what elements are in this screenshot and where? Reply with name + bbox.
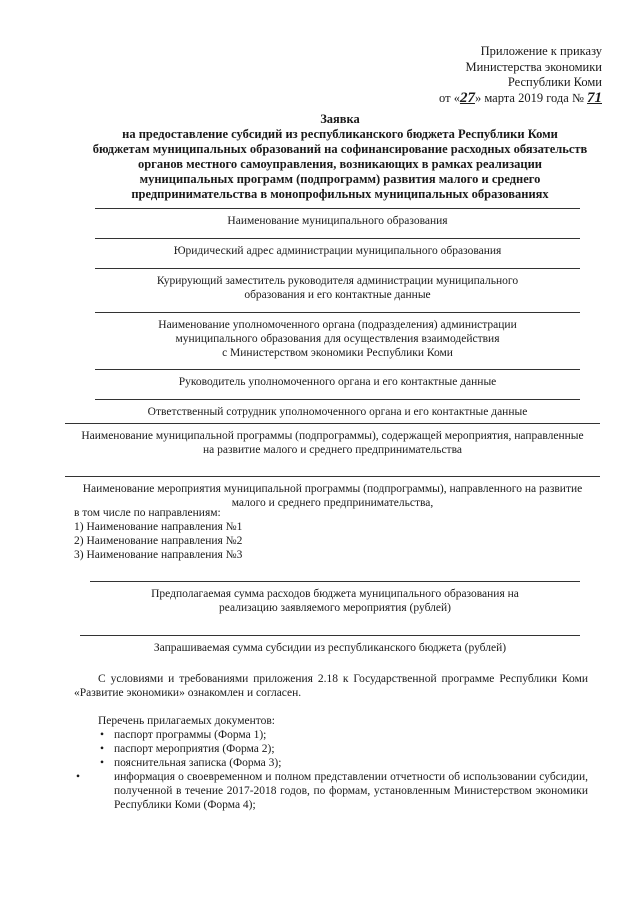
approval-line-3: Республики Коми [507, 75, 602, 89]
fill-line [95, 399, 580, 400]
direction-item: 1) Наименование направления №1 [74, 521, 243, 533]
title-line-4: муниципальных программ (подпрограмм) развития малого и среднего [139, 172, 541, 186]
documents-heading: Перечень прилагаемых документов: [98, 715, 276, 727]
field-label-line-3: с Министерством экономики Республики Коми [222, 347, 453, 359]
field-label-line-2: образования и его контактные данные [244, 289, 431, 301]
field-label-line-2: малого и среднего предпринимательства, [231, 497, 434, 509]
field-label: Запрашиваемая сумма субсидии из республиканского бюджета (рублей) [153, 642, 507, 654]
direction-item: 2) Наименование направления №2 [74, 535, 243, 547]
field-label: Ответственный сотрудник уполномоченного органа и его контактные данные [147, 406, 528, 418]
fill-line [80, 635, 580, 636]
document-item: • паспорт мероприятия (Форма 2); [98, 742, 588, 756]
field-program-name [65, 423, 600, 457]
field-requested-sum [80, 635, 580, 655]
field-label-line-1: Наименование мероприятия муниципальной программы (подпрограммы), направленного на развитие [82, 483, 583, 495]
field-label-line-1: Наименование уполномоченного органа (подразделения) администрации [158, 319, 517, 331]
field-responsible-employee [95, 399, 580, 419]
document-item: • паспорт программы (Форма 1); [98, 728, 588, 742]
approval-line-1: Приложение к приказу [480, 44, 602, 58]
field-activity-name [65, 476, 600, 510]
field-label-line-2: на развитие малого и среднего предпринимательства [203, 444, 462, 456]
approval-line-2: Министерства экономики [465, 59, 602, 74]
documents-list [98, 728, 588, 770]
title-heading: Заявка [320, 112, 360, 126]
fill-line [90, 581, 580, 582]
title-line-3: органов местного самоуправления, возникающих в рамках реализации [137, 157, 542, 171]
field-label-line-2: муниципального образования для осуществления взаимодействия [175, 333, 500, 345]
fill-line [95, 238, 580, 239]
field-legal-address [95, 238, 580, 258]
field-label-line-1: Предполагаемая сумма расходов бюджета муниципального образования на [151, 588, 519, 600]
field-authorized-body [95, 312, 580, 360]
fill-line [95, 208, 580, 209]
including-label: в том числе по направлениям: [74, 507, 221, 519]
document-title [80, 112, 600, 202]
approval-date-line [439, 91, 602, 107]
field-head-of-body [95, 369, 580, 389]
handwritten-day: 27 [459, 89, 475, 106]
fill-line [95, 268, 580, 269]
document-item: • пояснительная записка (Форма 3); [98, 756, 588, 770]
title-line-1: на предоставление субсидий из республиканского бюджета Республики Коми [122, 127, 558, 141]
directions-block [74, 506, 474, 562]
field-municipality [95, 208, 580, 228]
field-label: Наименование муниципального образования [227, 215, 448, 227]
fill-line [95, 369, 580, 370]
field-expected-sum [90, 581, 580, 615]
field-label-line-1: Наименование муниципальной программы (подпрограммы), содержащей мероприятия, направленные [81, 430, 584, 442]
handwritten-number: 71 [587, 89, 602, 106]
field-label-line-1: Курирующий заместитель руководителя администрации муниципального [156, 275, 519, 287]
direction-item: 3) Наименование направления №3 [74, 549, 243, 561]
fill-line [95, 312, 580, 313]
field-deputy-head [95, 268, 580, 302]
date-suffix: » марта 2019 года № [474, 90, 584, 105]
field-label-line-2: реализацию заявляемого мероприятия (рублей) [219, 602, 451, 614]
field-label: Юридический адрес администрации муниципального образования [173, 245, 502, 257]
fill-line [65, 476, 600, 477]
document-item-long: • информация о своевременном и полном представлении отчетности об использовании субсидии, полученной в течение 2017-2018 годов, по формам, установленным Министерством экономики Республики Коми (Форма 4); [74, 770, 588, 812]
field-label: Руководитель уполномоченного органа и его контактные данные [178, 376, 497, 388]
date-prefix: от « [439, 90, 460, 105]
documents-section [74, 714, 588, 812]
approval-block [439, 44, 602, 106]
fill-line [65, 423, 600, 424]
agreement-paragraph: С условиями и требованиями приложения 2.18 к Государственной программе Республики Коми «Развитие экономики» ознакомлен и согласен. [74, 673, 588, 699]
title-line-2: бюджетам муниципальных образований на софинансирование расходных обязательств [92, 142, 588, 156]
title-line-5: предпринимательства в монопрофильных муниципальных образованиях [131, 187, 549, 201]
